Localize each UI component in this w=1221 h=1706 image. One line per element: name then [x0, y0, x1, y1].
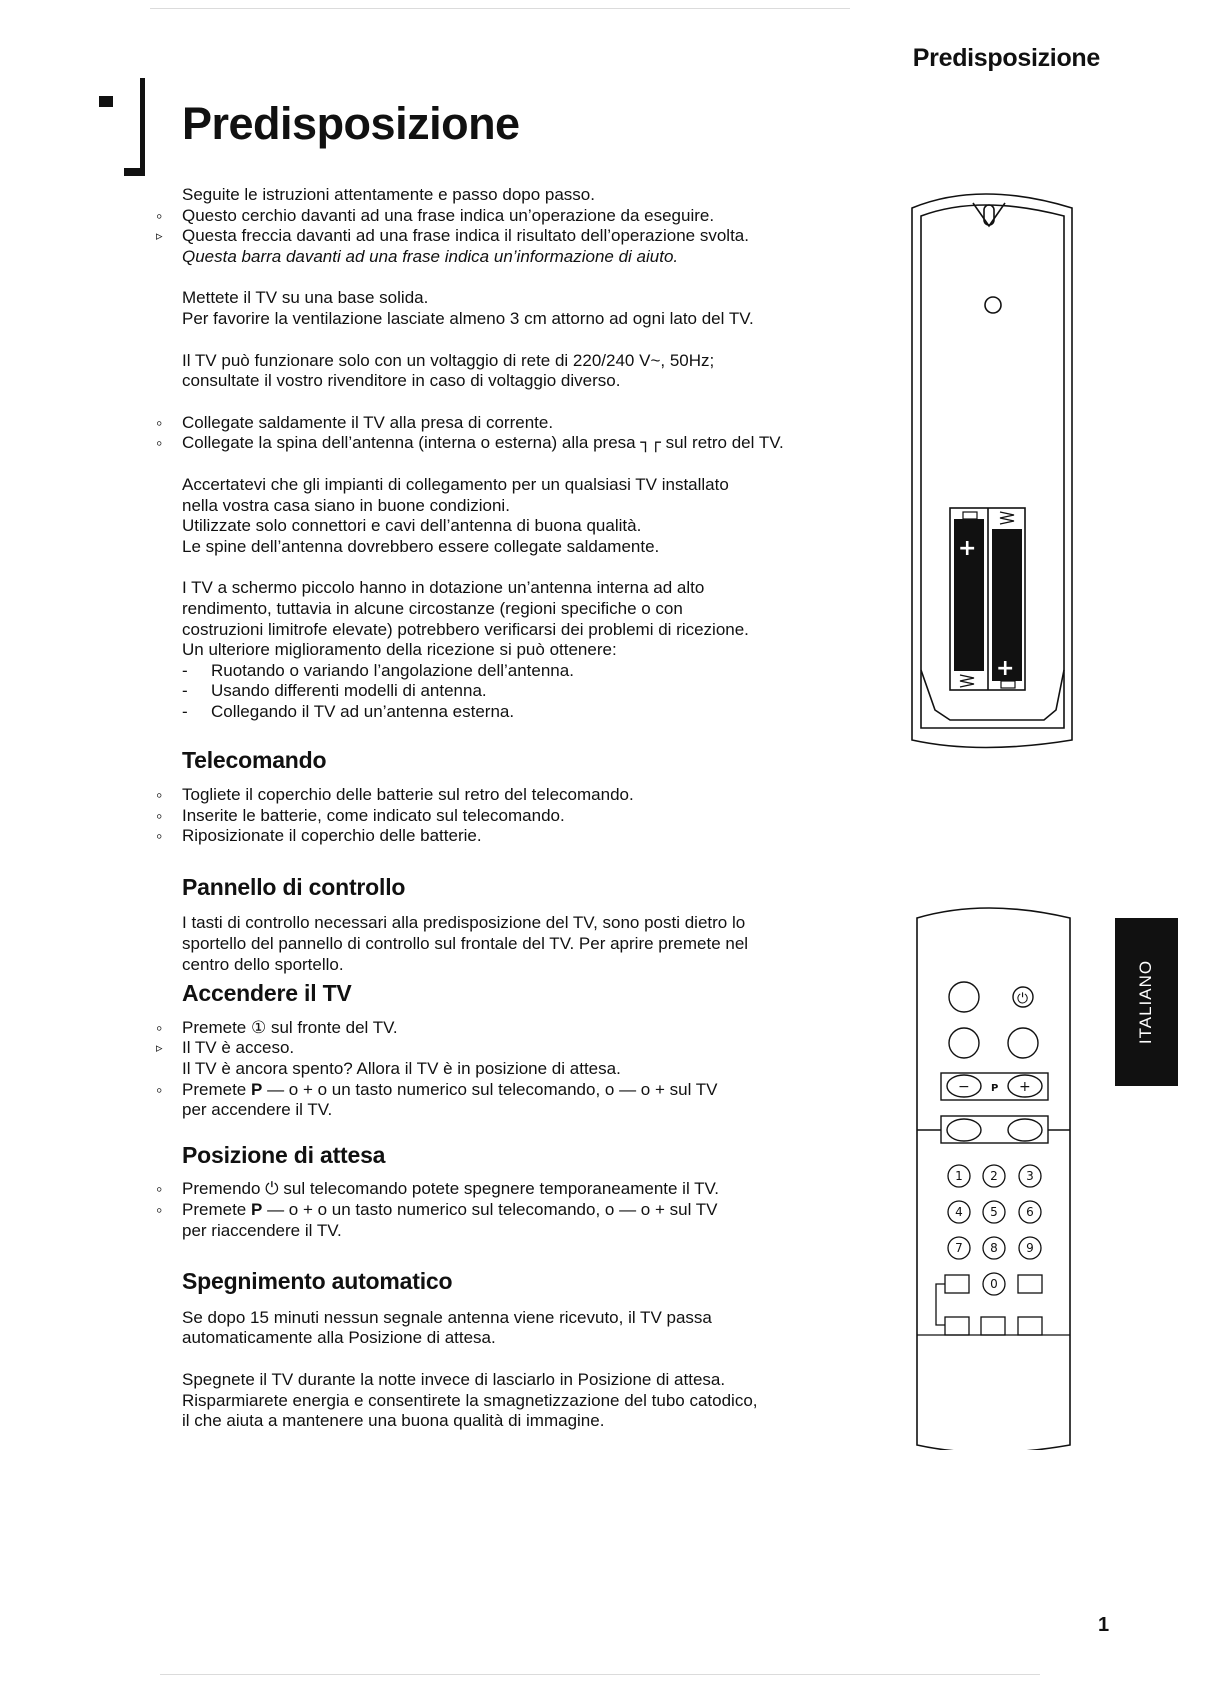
circle-bullet-icon: [156, 206, 176, 229]
svg-text:7: 7: [955, 1241, 963, 1255]
circle-bullet-icon: [156, 1080, 176, 1103]
placement-paragraph: Mettete il TV su una base solida. Per favorire la ventilazione lasciate almeno 3 cm attorno ad ogni lato del TV.: [182, 288, 754, 328]
standby-power-icon: ⏻: [265, 1179, 279, 1200]
step-item: ◦ Premete ① sul fronte del TV.: [150, 1018, 870, 1039]
section-heading-telecomando: Telecomando: [182, 747, 327, 774]
page-title: Predisposizione: [182, 98, 520, 149]
intro-line: ▹ Questa freccia davanti ad una frase indica il risultato dell’operazione svolta.: [150, 226, 870, 247]
svg-text:4: 4: [955, 1205, 963, 1219]
step-item: ◦ Collegate la spina dell’antenna (interna o esterna) alla presa ┐┌ sul retro del TV.: [150, 433, 870, 454]
arrow-bullet-icon: [156, 1038, 176, 1059]
scan-artifact-bottom: [160, 1674, 1040, 1675]
voltage-paragraph: Il TV può funzionare solo con un voltaggio di rete di 220/240 V~, 50Hz; consultate il vostro rivenditore in caso di voltaggio diverso.: [182, 350, 715, 391]
language-tab: [1115, 918, 1178, 1086]
circle-bullet-icon: [156, 1200, 176, 1223]
step-item: ◦ Premete P — o + o un tasto numerico sul telecomando, o — o + sul TV: [150, 1200, 870, 1221]
result-item: ▹ Il TV è acceso.: [150, 1038, 870, 1059]
dash-list-item: - Ruotando o variando l’angolazione dell’antenna.: [182, 660, 574, 680]
section-heading-pannello: Pannello di controllo: [182, 873, 406, 900]
program-key-label: P: [250, 1079, 263, 1099]
remote-back-illustration: [880, 180, 1080, 760]
svg-text:+: +: [996, 656, 1015, 681]
mains-switch-icon: ①: [250, 1017, 267, 1038]
arrow-bullet-icon: [156, 226, 176, 247]
power-icon: ⏻: [1017, 991, 1029, 1007]
pannello-paragraph: I tasti di controllo necessari alla predisposizione del TV, sono posti dietro lo sportello del pannello di controllo sul frontale del TV. Per aprire premete nel centro dello sportello.: [182, 913, 749, 974]
spegnimento-paragraph-2: Spegnete il TV durante la notte invece di lasciarlo in Posizione di attesa. Risparmiarete energia e consentirete la smagnetizzazione del tubo catodico, il che aiuta a mantenere una buona qualità di immagine.: [182, 1369, 758, 1431]
chapter-bracket: [140, 78, 145, 176]
circle-bullet-icon: [156, 413, 176, 436]
svg-text:0: 0: [990, 1277, 998, 1291]
dash-list-item: - Collegando il TV ad un’antenna esterna.: [182, 701, 515, 721]
telecomando-steps: [150, 785, 870, 847]
svg-text:5: 5: [990, 1205, 998, 1219]
svg-text:1: 1: [955, 1169, 963, 1183]
reception-paragraph: I TV a schermo piccolo hanno in dotazione un’antenna interna ad alto rendimento, tuttavia in alcune circostanze (regioni specifiche o con costruzioni limitrofe elevate) potrebbero verificarsi dei problemi di ricezione. Un ulteriore miglioramento della ricezione si può ottenere: - Ruotando o variando l’angolazione dell’antenna. - Usando differenti modelli di antenna. - Collegando il TV ad un’antenna esterna.: [150, 578, 870, 722]
connection-steps: [150, 413, 870, 454]
running-head: Predisposizione: [912, 44, 1100, 72]
section-heading-attesa: Posizione di attesa: [182, 1141, 386, 1168]
circle-bullet-icon: [156, 826, 176, 849]
remote-front-illustration: [890, 890, 1080, 1450]
svg-text:6: 6: [1026, 1205, 1034, 1219]
antenna-socket-icon: ┐┌: [640, 433, 661, 454]
chapter-bracket-foot: [124, 168, 145, 176]
circle-bullet-icon: [156, 785, 176, 808]
installation-paragraph: Accertatevi che gli impianti di collegamento per un qualsiasi TV installato nella vostra casa siano in buone condizioni. Utilizzate solo connettori e cavi dell’antenna di buona qualità. Le spine dell’antenna dovrebbero essere collegate saldamente.: [182, 474, 729, 556]
intro-line: Questa barra davanti ad una frase indica un’informazione di aiuto.: [182, 246, 679, 266]
dash-list-item: - Usando differenti modelli di antenna.: [182, 681, 487, 701]
step-item: ◦ Togliete il coperchio delle batterie sul retro del telecomando.: [150, 785, 870, 806]
step-item: ◦ Inserite le batterie, come indicato sul telecomando.: [150, 806, 870, 827]
remote-button: [949, 1028, 979, 1058]
battery-icon: [992, 512, 1022, 688]
svg-text:8: 8: [990, 1241, 998, 1255]
plus-icon: +: [1019, 1079, 1031, 1095]
page-number: 1: [1098, 1614, 1110, 1636]
language-tab-label: ITALIANO: [1136, 959, 1156, 1045]
minus-icon: −: [958, 1079, 970, 1095]
circle-bullet-icon: [156, 1018, 176, 1041]
battery-icon: [954, 512, 984, 687]
circle-bullet-icon: [156, 806, 176, 829]
circle-bullet-icon: [156, 433, 176, 456]
svg-text:P: P: [991, 1083, 999, 1094]
remote-button: [1008, 1028, 1038, 1058]
attesa-steps: ◦ Premendo ⏻ sul telecomando potete spegnere temporaneamente il TV. ◦ Premete P — o + o un tasto numerico sul telecomando, o — o + sul TV per riaccendere il TV.: [150, 1179, 870, 1241]
step-item: ◦ Premendo ⏻ sul telecomando potete spegnere temporaneamente il TV.: [150, 1179, 870, 1200]
svg-text:3: 3: [1026, 1169, 1034, 1183]
step-item: ◦ Riposizionate il coperchio delle batterie.: [150, 826, 870, 847]
section-heading-spegnimento: Spegnimento automatico: [182, 1268, 453, 1295]
program-key-label: P: [250, 1199, 263, 1219]
section-heading-accendere: Accendere il TV: [182, 980, 352, 1007]
main-text-column: [150, 185, 870, 1432]
scan-artifact-top: [150, 8, 850, 9]
circle-bullet-icon: [156, 1179, 176, 1202]
intro-line: ◦ Questo cerchio davanti ad una frase indica un’operazione da eseguire.: [150, 206, 870, 227]
svg-text:+: +: [958, 536, 977, 561]
remote-button: [949, 982, 979, 1012]
svg-text:2: 2: [990, 1169, 998, 1183]
intro-line: Seguite le istruzioni attentamente e passo dopo passo.: [182, 185, 595, 204]
spegnimento-paragraph-1: Se dopo 15 minuti nessun segnale antenna viene ricevuto, il TV passa automaticamente alla Posizione di attesa.: [182, 1307, 712, 1348]
accendere-steps: ◦ Premete ① sul fronte del TV. ▹ Il TV è acceso. Il TV è ancora spento? Allora il TV è in posizione di attesa. ◦ Premete P — o + o un tasto numerico sul telecomando, o — o + sul TV per accendere il TV.: [150, 1018, 870, 1121]
step-item: ◦ Collegate saldamente il TV alla presa di corrente.: [150, 413, 870, 434]
step-item: ◦ Premete P — o + o un tasto numerico sul telecomando, o — o + sul TV: [150, 1080, 870, 1101]
svg-text:9: 9: [1026, 1241, 1034, 1255]
intro-legend: [150, 185, 870, 267]
chapter-mark: [99, 96, 113, 107]
